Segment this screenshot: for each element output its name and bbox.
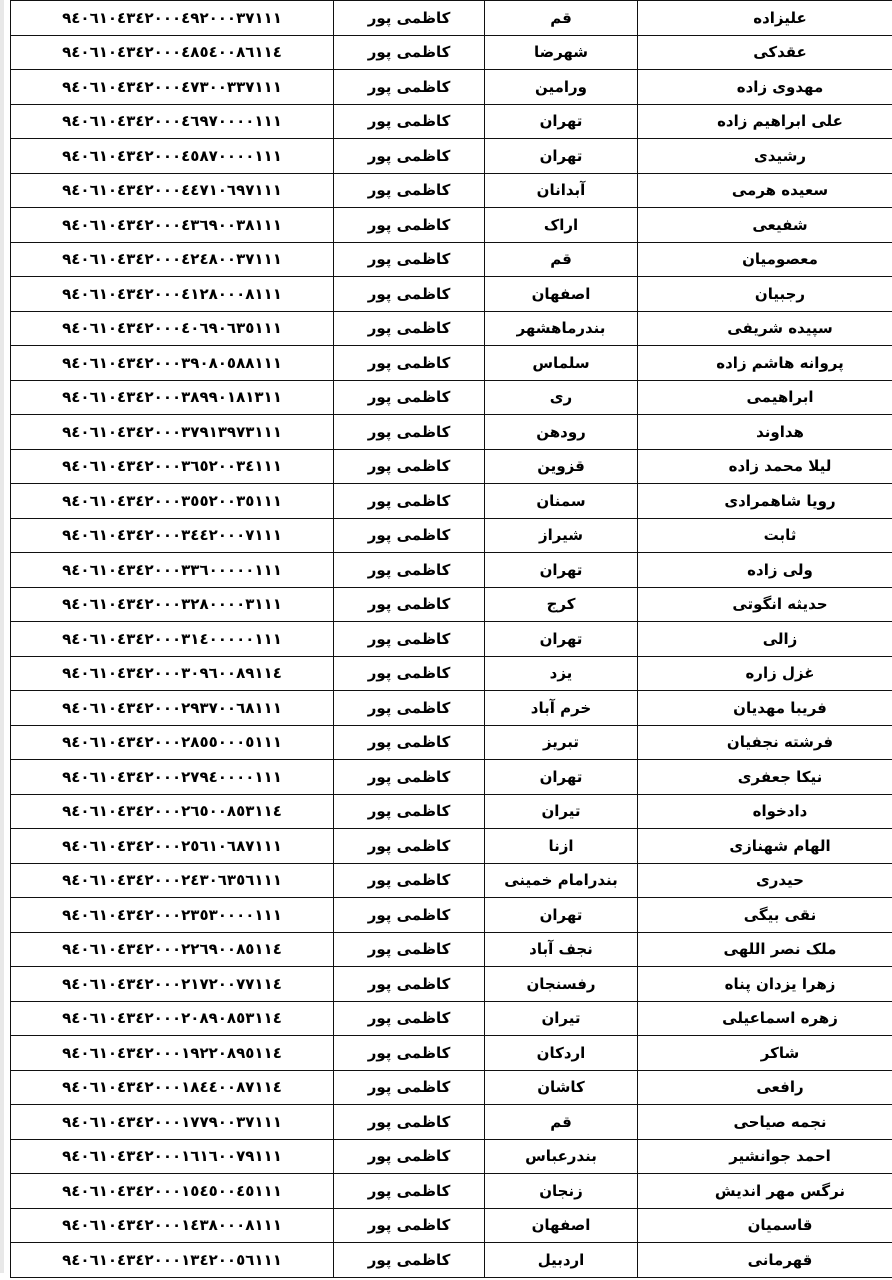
city-cell: کرج [485, 587, 638, 622]
name-cell: قهرمانی [638, 1243, 892, 1278]
records-table-body [11, 1, 892, 1278]
city-cell: سمنان [485, 484, 638, 519]
city-cell: قم [485, 1105, 638, 1140]
code-cell: ٩٤٠٦١٠٤٣٤٢٠٠٠٢٦٥٠٠٨٥٣١١٤ [11, 794, 334, 829]
name-cell: ابراهیمی [638, 380, 892, 415]
code-cell: ٩٤٠٦١٠٤٣٤٢٠٠٠٣٠٩٦٠٠٨٩١١٤ [11, 656, 334, 691]
name-cell: حدیثه انگوتی [638, 587, 892, 622]
name-cell: غزل زاره [638, 656, 892, 691]
family-cell: کاظمی پور [334, 725, 485, 760]
family-cell: کاظمی پور [334, 656, 485, 691]
city-cell: نجف آباد [485, 932, 638, 967]
code-cell: ٩٤٠٦١٠٤٣٤٢٠٠٠٣٨٩٩٠١٨١٣١١ [11, 380, 334, 415]
table-row [11, 1036, 892, 1071]
name-cell: علیزاده [638, 1, 892, 36]
name-cell: شاکر [638, 1036, 892, 1071]
code-cell: ٩٤٠٦١٠٤٣٤٢٠٠٠٢٥٦١٠٦٨٧١١١ [11, 829, 334, 864]
family-cell: کاظمی پور [334, 35, 485, 70]
name-cell: مهدوی زاده [638, 70, 892, 105]
name-cell: ملک نصر اللهی [638, 932, 892, 967]
code-cell: ٩٤٠٦١٠٤٣٤٢٠٠٠١٩٢٢٠٨٩٥١١٤ [11, 1036, 334, 1071]
table-row [11, 242, 892, 277]
code-cell: ٩٤٠٦١٠٤٣٤٢٠٠٠٢٧٩٤٠٠٠٠١١١ [11, 760, 334, 795]
table-row [11, 1208, 892, 1243]
family-cell: کاظمی پور [334, 794, 485, 829]
city-cell: شیراز [485, 518, 638, 553]
code-cell: ٩٤٠٦١٠٤٣٤٢٠٠٠٤٢٤٨٠٠٣٧١١١ [11, 242, 334, 277]
name-cell: قاسمیان [638, 1208, 892, 1243]
table-row [11, 967, 892, 1002]
code-cell: ٩٤٠٦١٠٤٣٤٢٠٠٠٤١٢٨٠٠٠٨١١١ [11, 277, 334, 312]
code-cell: ٩٤٠٦١٠٤٣٤٢٠٠٠١٤٣٨٠٠٠٨١١١ [11, 1208, 334, 1243]
name-cell: احمد جوانشیر [638, 1139, 892, 1174]
city-cell: تیران [485, 1001, 638, 1036]
city-cell: رفسنجان [485, 967, 638, 1002]
code-cell: ٩٤٠٦١٠٤٣٤٢٠٠٠٤٧٣٠٠٣٣٧١١١ [11, 70, 334, 105]
family-cell: کاظمی پور [334, 380, 485, 415]
code-cell: ٩٤٠٦١٠٤٣٤٢٠٠٠٢٣٥٣٠٠٠٠١١١ [11, 898, 334, 933]
table-row [11, 311, 892, 346]
code-cell: ٩٤٠٦١٠٤٣٤٢٠٠٠٢١٧٢٠٠٧٧١١٤ [11, 967, 334, 1002]
name-cell: شفیعی [638, 208, 892, 243]
family-cell: کاظمی پور [334, 242, 485, 277]
code-cell: ٩٤٠٦١٠٤٣٤٢٠٠٠٣٦٥٢٠٠٣٤١١١ [11, 449, 334, 484]
code-cell: ٩٤٠٦١٠٤٣٤٢٠٠٠٤٦٩٧٠٠٠٠١١١ [11, 104, 334, 139]
name-cell: پروانه هاشم زاده [638, 346, 892, 381]
family-cell: کاظمی پور [334, 898, 485, 933]
name-cell: فرشته نجفیان [638, 725, 892, 760]
code-cell: ٩٤٠٦١٠٤٣٤٢٠٠٠١٥٤٥٠٠٤٥١١١ [11, 1174, 334, 1209]
city-cell: شهرضا [485, 35, 638, 70]
name-cell: معصومیان [638, 242, 892, 277]
name-cell: الهام شهنازی [638, 829, 892, 864]
table-row [11, 691, 892, 726]
city-cell: ورامین [485, 70, 638, 105]
table-row [11, 1001, 892, 1036]
family-cell: کاظمی پور [334, 622, 485, 657]
city-cell: بندرماهشهر [485, 311, 638, 346]
family-cell: کاظمی پور [334, 1036, 485, 1071]
family-cell: کاظمی پور [334, 139, 485, 174]
city-cell: تهران [485, 104, 638, 139]
table-row [11, 725, 892, 760]
name-cell: نرگس مهر اندیش [638, 1174, 892, 1209]
family-cell: کاظمی پور [334, 1070, 485, 1105]
code-cell: ٩٤٠٦١٠٤٣٤٢٠٠٠١٣٤٢٠٠٥٦١١١ [11, 1243, 334, 1278]
city-cell: کاشان [485, 1070, 638, 1105]
code-cell: ٩٤٠٦١٠٤٣٤٢٠٠٠٢٢٦٩٠٠٨٥١١٤ [11, 932, 334, 967]
family-cell: کاظمی پور [334, 484, 485, 519]
table-row [11, 1, 892, 36]
name-cell: سعیده هرمی [638, 173, 892, 208]
family-cell: کاظمی پور [334, 173, 485, 208]
name-cell: سپیده شریفی [638, 311, 892, 346]
name-cell: رافعی [638, 1070, 892, 1105]
page-edge [0, 0, 4, 1273]
code-cell: ٩٤٠٦١٠٤٣٤٢٠٠٠٤٨٥٤٠٠٨٦١١٤ [11, 35, 334, 70]
city-cell: سلماس [485, 346, 638, 381]
table-row [11, 898, 892, 933]
table-row [11, 277, 892, 312]
city-cell: تهران [485, 553, 638, 588]
city-cell: قزوین [485, 449, 638, 484]
city-cell: بندرامام خمینی [485, 863, 638, 898]
table-row [11, 1105, 892, 1140]
code-cell: ٩٤٠٦١٠٤٣٤٢٠٠٠٢٤٣٠٦٣٥٦١١١ [11, 863, 334, 898]
name-cell: دادخواه [638, 794, 892, 829]
code-cell: ٩٤٠٦١٠٤٣٤٢٠٠٠٤٠٦٩٠٦٣٥١١١ [11, 311, 334, 346]
name-cell: رجبیان [638, 277, 892, 312]
name-cell: علی ابراهیم زاده [638, 104, 892, 139]
table-row [11, 173, 892, 208]
code-cell: ٩٤٠٦١٠٤٣٤٢٠٠٠٤٥٨٧٠٠٠٠١١١ [11, 139, 334, 174]
code-cell: ٩٤٠٦١٠٤٣٤٢٠٠٠١٦١٦٠٠٧٩١١١ [11, 1139, 334, 1174]
city-cell: بندرعباس [485, 1139, 638, 1174]
table-row [11, 794, 892, 829]
family-cell: کاظمی پور [334, 518, 485, 553]
family-cell: کاظمی پور [334, 1243, 485, 1278]
city-cell: خرم آباد [485, 691, 638, 726]
city-cell: اصفهان [485, 277, 638, 312]
table-row [11, 35, 892, 70]
city-cell: تیران [485, 794, 638, 829]
city-cell: تهران [485, 898, 638, 933]
name-cell: زهرا یزدان پناه [638, 967, 892, 1002]
table-row [11, 415, 892, 450]
code-cell: ٩٤٠٦١٠٤٣٤٢٠٠٠١٧٧٩٠٠٣٧١١١ [11, 1105, 334, 1140]
family-cell: کاظمی پور [334, 1001, 485, 1036]
code-cell: ٩٤٠٦١٠٤٣٤٢٠٠٠٣١٤٠٠٠٠٠١١١ [11, 622, 334, 657]
name-cell: هداوند [638, 415, 892, 450]
city-cell: ری [485, 380, 638, 415]
name-cell: رشیدی [638, 139, 892, 174]
family-cell: کاظمی پور [334, 449, 485, 484]
code-cell: ٩٤٠٦١٠٤٣٤٢٠٠٠٣٤٤٢٠٠٠٧١١١ [11, 518, 334, 553]
name-cell: زهره اسماعیلی [638, 1001, 892, 1036]
code-cell: ٩٤٠٦١٠٤٣٤٢٠٠٠٣٥٥٢٠٠٣٥١١١ [11, 484, 334, 519]
table-row [11, 656, 892, 691]
family-cell: کاظمی پور [334, 104, 485, 139]
code-cell: ٩٤٠٦١٠٤٣٤٢٠٠٠٤٣٦٩٠٠٣٨١١١ [11, 208, 334, 243]
records-table [10, 0, 892, 1278]
code-cell: ٩٤٠٦١٠٤٣٤٢٠٠٠٤٤٧١٠٦٩٧١١١ [11, 173, 334, 208]
records-sheet [10, 0, 870, 1273]
family-cell: کاظمی پور [334, 346, 485, 381]
name-cell: حیدری [638, 863, 892, 898]
code-cell: ٩٤٠٦١٠٤٣٤٢٠٠٠٢٨٥٥٠٠٠٥١١١ [11, 725, 334, 760]
code-cell: ٩٤٠٦١٠٤٣٤٢٠٠٠٤٩٢٠٠٠٣٧١١١ [11, 1, 334, 36]
name-cell: فریبا مهدیان [638, 691, 892, 726]
family-cell: کاظمی پور [334, 311, 485, 346]
family-cell: کاظمی پور [334, 760, 485, 795]
family-cell: کاظمی پور [334, 1105, 485, 1140]
city-cell: اصفهان [485, 1208, 638, 1243]
city-cell: رودهن [485, 415, 638, 450]
table-row [11, 70, 892, 105]
name-cell: زالی [638, 622, 892, 657]
table-row [11, 208, 892, 243]
city-cell: تهران [485, 139, 638, 174]
table-row [11, 587, 892, 622]
family-cell: کاظمی پور [334, 415, 485, 450]
city-cell: قم [485, 242, 638, 277]
name-cell: عقدکی [638, 35, 892, 70]
table-row [11, 1174, 892, 1209]
city-cell: اردبیل [485, 1243, 638, 1278]
table-row [11, 829, 892, 864]
table-row [11, 449, 892, 484]
table-row [11, 760, 892, 795]
table-row [11, 1139, 892, 1174]
family-cell: کاظمی پور [334, 277, 485, 312]
table-row [11, 1243, 892, 1278]
table-row [11, 484, 892, 519]
family-cell: کاظمی پور [334, 1139, 485, 1174]
table-row [11, 104, 892, 139]
table-row [11, 932, 892, 967]
family-cell: کاظمی پور [334, 863, 485, 898]
city-cell: تهران [485, 622, 638, 657]
table-row [11, 553, 892, 588]
table-row [11, 346, 892, 381]
family-cell: کاظمی پور [334, 1208, 485, 1243]
family-cell: کاظمی پور [334, 829, 485, 864]
name-cell: نقی بیگی [638, 898, 892, 933]
code-cell: ٩٤٠٦١٠٤٣٤٢٠٠٠١٨٤٤٠٠٨٧١١٤ [11, 1070, 334, 1105]
name-cell: نیکا جعفری [638, 760, 892, 795]
name-cell: ثابت [638, 518, 892, 553]
table-row [11, 139, 892, 174]
name-cell: ولی زاده [638, 553, 892, 588]
code-cell: ٩٤٠٦١٠٤٣٤٢٠٠٠٣٣٦٠٠٠٠٠١١١ [11, 553, 334, 588]
code-cell: ٩٤٠٦١٠٤٣٤٢٠٠٠٣٩٠٨٠٥٨٨١١١ [11, 346, 334, 381]
table-row [11, 1070, 892, 1105]
city-cell: اردکان [485, 1036, 638, 1071]
city-cell: آبدانان [485, 173, 638, 208]
city-cell: زنجان [485, 1174, 638, 1209]
family-cell: کاظمی پور [334, 208, 485, 243]
city-cell: قم [485, 1, 638, 36]
name-cell: لیلا محمد زاده [638, 449, 892, 484]
table-row [11, 863, 892, 898]
family-cell: کاظمی پور [334, 691, 485, 726]
family-cell: کاظمی پور [334, 587, 485, 622]
city-cell: اراک [485, 208, 638, 243]
code-cell: ٩٤٠٦١٠٤٣٤٢٠٠٠٣٢٨٠٠٠٠٣١١١ [11, 587, 334, 622]
family-cell: کاظمی پور [334, 1, 485, 36]
city-cell: یزد [485, 656, 638, 691]
family-cell: کاظمی پور [334, 967, 485, 1002]
name-cell: نجمه صیاحی [638, 1105, 892, 1140]
table-row [11, 518, 892, 553]
family-cell: کاظمی پور [334, 932, 485, 967]
code-cell: ٩٤٠٦١٠٤٣٤٢٠٠٠٢٠٨٩٠٨٥٣١١٤ [11, 1001, 334, 1036]
table-row [11, 622, 892, 657]
family-cell: کاظمی پور [334, 70, 485, 105]
table-row [11, 380, 892, 415]
name-cell: رویا شاهمرادی [638, 484, 892, 519]
family-cell: کاظمی پور [334, 553, 485, 588]
family-cell: کاظمی پور [334, 1174, 485, 1209]
code-cell: ٩٤٠٦١٠٤٣٤٢٠٠٠٢٩٣٧٠٠٦٨١١١ [11, 691, 334, 726]
city-cell: تبریز [485, 725, 638, 760]
city-cell: تهران [485, 760, 638, 795]
code-cell: ٩٤٠٦١٠٤٣٤٢٠٠٠٣٧٩١٣٩٧٣١١١ [11, 415, 334, 450]
city-cell: ازنا [485, 829, 638, 864]
